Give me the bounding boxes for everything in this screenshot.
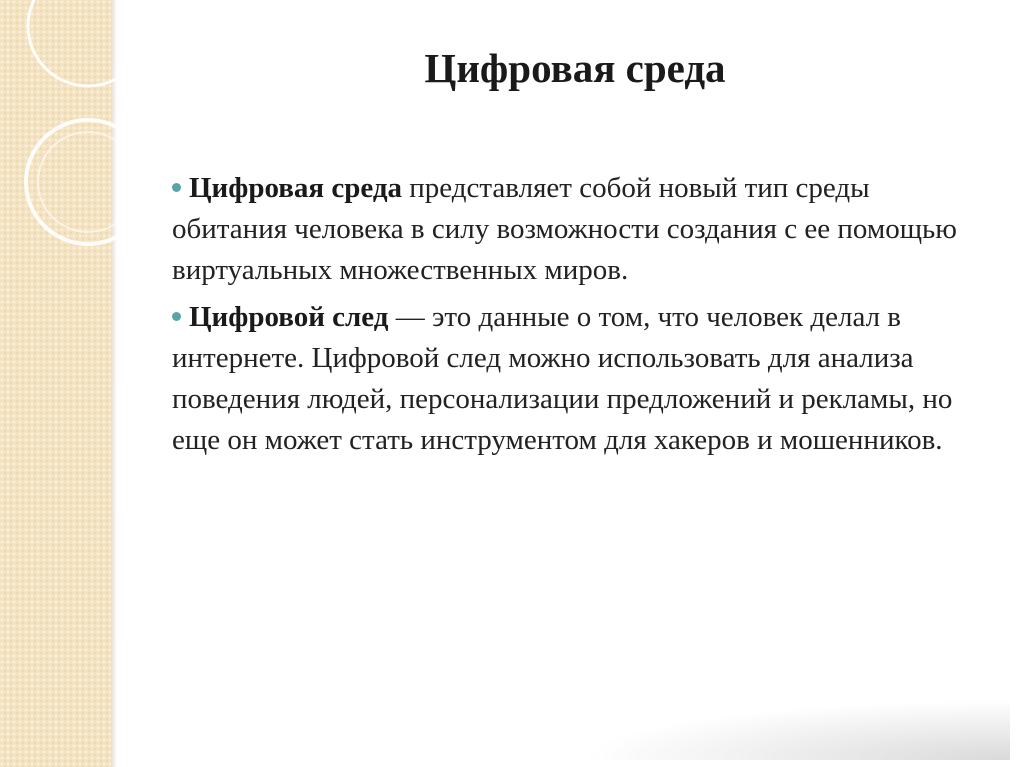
bullet-dot-icon xyxy=(172,183,181,192)
bullet-list xyxy=(172,168,987,467)
list-item xyxy=(172,297,987,461)
bullet-text: — это данные о том, что человек делал в интернете. Цифровой след можно использовать для анализа поведения людей, персонализации предложений и рекламы, но еще он может стать инструментом для хакеров и мошенников. xyxy=(172,301,953,456)
ring-decoration xyxy=(0,0,117,260)
page-title: Цифровая среда xyxy=(424,45,726,91)
bullet-term: Цифровая среда xyxy=(189,172,402,204)
page-curl-shadow xyxy=(580,700,1010,760)
bullet-term: Цифровой след xyxy=(189,301,389,333)
bullet-dot-icon xyxy=(172,312,181,321)
bullet-text: представляет собой новый тип среды обитания человека в силу возможности создания с ее помощью виртуальных множественных миров. xyxy=(172,172,957,286)
list-item xyxy=(172,168,987,291)
